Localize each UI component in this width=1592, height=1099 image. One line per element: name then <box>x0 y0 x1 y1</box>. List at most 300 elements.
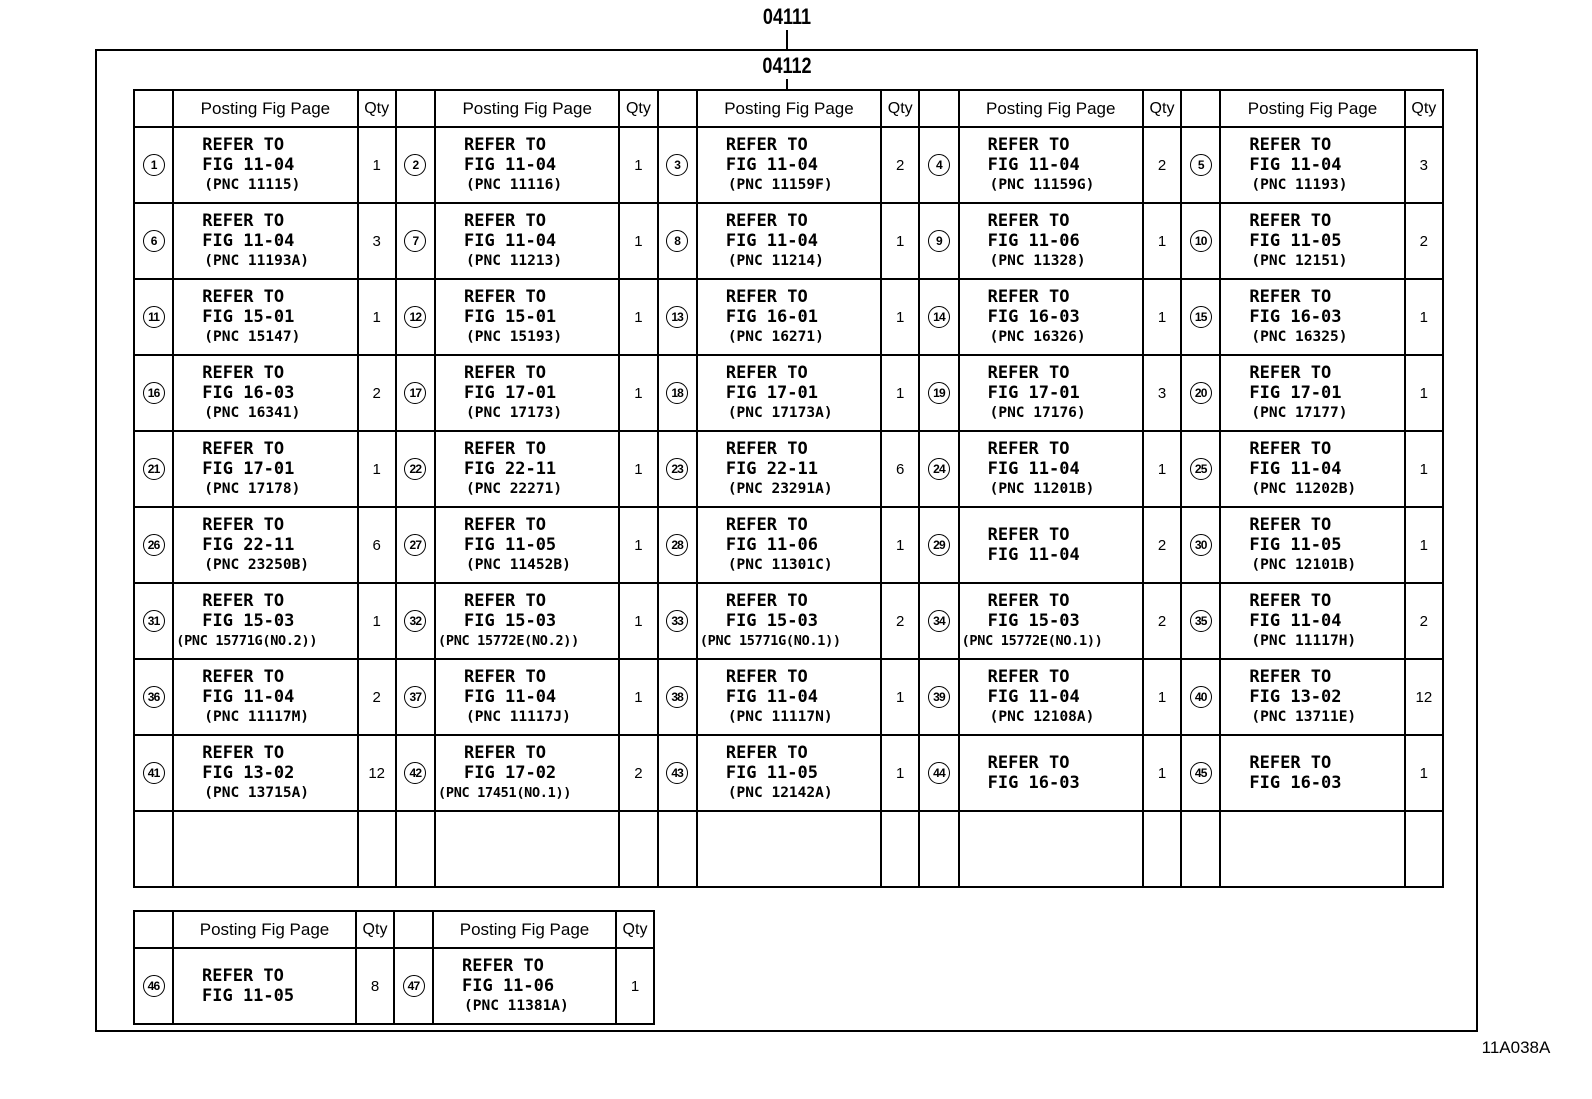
refer-to-text: REFER TO <box>202 439 285 459</box>
header-row <box>134 911 654 948</box>
item-number-badge: 46 <box>143 975 165 997</box>
qty-cell: 1 <box>1405 507 1443 583</box>
item-number-badge: 7 <box>404 230 426 252</box>
pnc-reference: (PNC 11117M) <box>204 709 310 725</box>
table-row <box>134 127 1443 203</box>
empty-row <box>134 811 1443 887</box>
item-number-badge: 8 <box>666 230 688 252</box>
fig-reference: FIG 15-03 <box>202 611 295 631</box>
posting-fig-cell <box>1220 355 1404 431</box>
qty-cell: 3 <box>358 203 396 279</box>
ref-label-04111: 04111 <box>762 4 812 29</box>
qty-cell: 1 <box>619 279 657 355</box>
posting-fig-cell <box>697 355 881 431</box>
refer-to-text: REFER TO <box>987 667 1070 687</box>
refer-to-text: REFER TO <box>987 439 1070 459</box>
pnc-reference: (PNC 16325) <box>1251 329 1348 345</box>
qty-cell: 1 <box>1143 279 1181 355</box>
qty-cell: 1 <box>619 127 657 203</box>
item-number-badge: 34 <box>928 610 950 632</box>
posting-fig-cell <box>959 507 1143 583</box>
item-number-badge: 29 <box>928 534 950 556</box>
posting-fig-cell <box>959 279 1143 355</box>
qty-cell: 1 <box>1405 355 1443 431</box>
qty-cell: 1 <box>881 279 919 355</box>
pnc-reference: (PNC 17173) <box>466 405 563 421</box>
pnc-reference: (PNC 13715A) <box>204 785 310 801</box>
item-number-badge: 28 <box>666 534 688 556</box>
item-number-cell <box>1181 507 1220 583</box>
qty-cell: 2 <box>1143 507 1181 583</box>
posting-fig-cell <box>1220 431 1404 507</box>
empty-cell <box>358 811 396 887</box>
header-blank <box>394 911 433 948</box>
refer-to-text: REFER TO <box>725 135 808 155</box>
fig-reference: FIG 11-04 <box>987 687 1080 707</box>
refer-to-text: REFER TO <box>987 287 1070 307</box>
fig-reference: FIG 15-03 <box>464 611 557 631</box>
qty-cell: 1 <box>358 431 396 507</box>
refer-to-text: REFER TO <box>462 956 544 976</box>
posting-fig-cell <box>959 431 1143 507</box>
pnc-reference: (PNC 12151) <box>1251 253 1348 269</box>
posting-fig-cell <box>1220 203 1404 279</box>
item-number-cell <box>1181 659 1220 735</box>
header-posting-fig-page: Posting Fig Page <box>697 90 881 127</box>
item-number-badge: 41 <box>143 762 165 784</box>
pnc-reference: (PNC 11328) <box>989 253 1086 269</box>
table-row <box>134 279 1443 355</box>
posting-fig-cell <box>435 583 619 659</box>
refer-to-text: REFER TO <box>464 135 546 155</box>
qty-cell: 1 <box>619 583 657 659</box>
pnc-reference: (PNC 11159F) <box>727 177 833 193</box>
refer-to-text: REFER TO <box>987 135 1070 155</box>
fig-reference: FIG 11-04 <box>202 155 295 175</box>
posting-fig-cell <box>173 355 357 431</box>
header-qty: Qty <box>356 911 394 948</box>
item-number-badge: 44 <box>928 762 950 784</box>
pnc-reference: (PNC 15193) <box>466 329 563 345</box>
qty-cell: 1 <box>616 948 654 1024</box>
qty-cell: 2 <box>358 659 396 735</box>
item-number-badge: 9 <box>928 230 950 252</box>
refer-to-text: REFER TO <box>464 287 546 307</box>
qty-cell: 6 <box>881 431 919 507</box>
item-number-cell <box>1181 203 1220 279</box>
fig-reference: FIG 15-01 <box>202 307 295 327</box>
fig-reference: FIG 13-02 <box>202 763 295 783</box>
pnc-reference: (PNC 12101B) <box>1251 557 1357 573</box>
item-number-cell <box>134 659 173 735</box>
refer-to-text: REFER TO <box>202 287 285 307</box>
pnc-reference: (PNC 11214) <box>727 253 824 269</box>
posting-fig-cell <box>959 583 1143 659</box>
qty-cell: 1 <box>1405 735 1443 811</box>
main-parts-table <box>133 89 1444 888</box>
qty-cell: 1 <box>619 507 657 583</box>
item-number-badge: 32 <box>404 610 426 632</box>
table-row <box>134 948 654 1024</box>
pnc-reference: (PNC 15147) <box>204 329 301 345</box>
posting-fig-cell <box>1220 127 1404 203</box>
item-number-badge: 45 <box>1190 762 1212 784</box>
pnc-reference: (PNC 22271) <box>466 481 563 497</box>
item-number-cell <box>919 127 958 203</box>
fig-reference: FIG 16-03 <box>1249 307 1342 327</box>
item-number-badge: 26 <box>143 534 165 556</box>
item-number-cell <box>396 431 435 507</box>
refer-to-text: REFER TO <box>464 667 546 687</box>
item-number-cell <box>394 948 433 1024</box>
item-number-cell <box>658 659 697 735</box>
pnc-reference: (PNC 15771G(NO.2)) <box>176 633 318 649</box>
fig-reference: FIG 16-03 <box>202 383 295 403</box>
item-number-badge: 4 <box>928 154 950 176</box>
qty-cell: 1 <box>881 659 919 735</box>
posting-fig-cell <box>435 507 619 583</box>
empty-cell <box>134 811 173 887</box>
fig-reference: FIG 22-11 <box>202 535 295 555</box>
header-blank <box>396 90 435 127</box>
fig-reference: FIG 11-04 <box>725 231 818 251</box>
refer-to-text: REFER TO <box>987 591 1070 611</box>
item-number-badge: 25 <box>1190 458 1212 480</box>
fig-reference: FIG 17-01 <box>202 459 295 479</box>
item-number-cell <box>134 127 173 203</box>
qty-cell: 3 <box>1405 127 1443 203</box>
item-number-cell <box>919 355 958 431</box>
item-number-cell <box>658 431 697 507</box>
item-number-badge: 11 <box>143 306 165 328</box>
item-number-badge: 23 <box>666 458 688 480</box>
empty-cell <box>173 811 357 887</box>
fig-reference: FIG 11-05 <box>725 763 818 783</box>
posting-fig-cell <box>435 355 619 431</box>
item-number-cell <box>134 355 173 431</box>
fig-reference: FIG 11-04 <box>464 231 557 251</box>
pnc-reference: (PNC 17173A) <box>727 405 833 421</box>
empty-cell <box>959 811 1143 887</box>
qty-cell: 2 <box>1405 583 1443 659</box>
pnc-reference: (PNC 15772E(NO.2)) <box>438 633 579 649</box>
item-number-badge: 12 <box>404 306 426 328</box>
header-blank <box>919 90 958 127</box>
item-number-badge: 40 <box>1190 686 1212 708</box>
empty-cell <box>1181 811 1220 887</box>
fig-reference: FIG 15-03 <box>725 611 818 631</box>
posting-fig-cell <box>697 583 881 659</box>
qty-cell: 1 <box>881 355 919 431</box>
pnc-reference: (PNC 15771G(NO.1)) <box>699 633 841 649</box>
item-number-cell <box>134 279 173 355</box>
fig-reference: FIG 16-03 <box>1249 773 1342 793</box>
empty-cell <box>881 811 919 887</box>
item-number-badge: 13 <box>666 306 688 328</box>
fig-reference: FIG 16-03 <box>987 773 1080 793</box>
qty-cell: 1 <box>358 127 396 203</box>
item-number-cell <box>919 507 958 583</box>
posting-fig-cell <box>173 948 356 1024</box>
table-row <box>134 507 1443 583</box>
qty-cell: 1 <box>881 735 919 811</box>
qty-cell: 2 <box>1143 127 1181 203</box>
refer-to-text: REFER TO <box>725 287 808 307</box>
pnc-reference: (PNC 11115) <box>204 177 301 193</box>
refer-to-text: REFER TO <box>1249 515 1332 535</box>
item-number-cell <box>1181 355 1220 431</box>
item-number-cell <box>919 431 958 507</box>
refer-to-text: REFER TO <box>464 439 546 459</box>
refer-to-text: REFER TO <box>1249 287 1332 307</box>
pnc-reference: (PNC 15772E(NO.1)) <box>961 633 1103 649</box>
posting-fig-cell <box>173 279 357 355</box>
fig-reference: FIG 15-01 <box>464 307 557 327</box>
fig-reference: FIG 11-04 <box>987 155 1080 175</box>
pnc-reference: (PNC 12142A) <box>727 785 833 801</box>
posting-fig-cell <box>435 279 619 355</box>
fig-reference: FIG 17-01 <box>464 383 557 403</box>
item-number-cell <box>1181 583 1220 659</box>
posting-fig-cell <box>173 507 357 583</box>
item-number-badge: 16 <box>143 382 165 404</box>
refer-to-text: REFER TO <box>464 211 546 231</box>
qty-cell: 1 <box>619 431 657 507</box>
pnc-reference: (PNC 23291A) <box>727 481 833 497</box>
fig-reference: FIG 17-01 <box>725 383 818 403</box>
empty-cell <box>697 811 881 887</box>
empty-cell <box>396 811 435 887</box>
qty-cell: 12 <box>358 735 396 811</box>
refer-to-text: REFER TO <box>202 363 285 383</box>
item-number-badge: 42 <box>404 762 426 784</box>
item-number-cell <box>134 431 173 507</box>
item-number-badge: 43 <box>666 762 688 784</box>
refer-to-text: REFER TO <box>725 439 808 459</box>
header-posting-fig-page: Posting Fig Page <box>435 90 619 127</box>
item-number-badge: 33 <box>666 610 688 632</box>
pnc-reference: (PNC 17451(NO.1)) <box>438 785 572 801</box>
pnc-reference: (PNC 16271) <box>727 329 824 345</box>
posting-fig-cell <box>435 203 619 279</box>
empty-cell <box>1143 811 1181 887</box>
qty-cell: 1 <box>619 203 657 279</box>
refer-to-text: REFER TO <box>202 667 285 687</box>
pnc-reference: (PNC 11452B) <box>466 557 571 573</box>
posting-fig-cell <box>433 948 616 1024</box>
fig-reference: FIG 17-01 <box>987 383 1080 403</box>
pnc-reference: (PNC 11201B) <box>989 481 1095 497</box>
posting-fig-cell <box>959 735 1143 811</box>
item-number-badge: 37 <box>404 686 426 708</box>
item-number-badge: 38 <box>666 686 688 708</box>
posting-fig-cell <box>173 659 357 735</box>
posting-fig-cell <box>697 127 881 203</box>
posting-fig-cell <box>697 203 881 279</box>
pnc-reference: (PNC 16341) <box>204 405 301 421</box>
item-number-cell <box>396 735 435 811</box>
pnc-reference: (PNC 11159G) <box>989 177 1095 193</box>
qty-cell: 1 <box>881 507 919 583</box>
posting-fig-cell <box>173 583 357 659</box>
item-number-badge: 19 <box>928 382 950 404</box>
header-qty: Qty <box>881 90 919 127</box>
item-number-badge: 31 <box>143 610 165 632</box>
qty-cell: 2 <box>1143 583 1181 659</box>
table-row <box>134 431 1443 507</box>
pnc-reference: (PNC 13711E) <box>1251 709 1357 725</box>
fig-reference: FIG 11-04 <box>725 155 818 175</box>
qty-cell: 12 <box>1405 659 1443 735</box>
empty-cell <box>919 811 958 887</box>
item-number-cell <box>1181 431 1220 507</box>
fig-reference: FIG 11-04 <box>464 155 557 175</box>
posting-fig-cell <box>1220 507 1404 583</box>
refer-to-text: REFER TO <box>202 135 285 155</box>
refer-to-text: REFER TO <box>202 211 285 231</box>
refer-to-text: REFER TO <box>464 743 546 763</box>
item-number-badge: 22 <box>404 458 426 480</box>
ref-label-04112: 04112 <box>762 53 812 78</box>
posting-fig-cell <box>173 735 357 811</box>
header-blank <box>1181 90 1220 127</box>
table-row <box>134 203 1443 279</box>
refer-to-text: REFER TO <box>202 591 285 611</box>
refer-to-text: REFER TO <box>725 211 808 231</box>
item-number-cell <box>919 659 958 735</box>
refer-to-text: REFER TO <box>1249 135 1332 155</box>
fig-reference: FIG 22-11 <box>464 459 557 479</box>
pnc-reference: (PNC 11301C) <box>727 557 833 573</box>
posting-fig-cell <box>959 203 1143 279</box>
item-number-cell <box>396 507 435 583</box>
posting-fig-cell <box>435 431 619 507</box>
qty-cell: 1 <box>1405 279 1443 355</box>
fig-reference: FIG 22-11 <box>725 459 818 479</box>
posting-fig-cell <box>1220 279 1404 355</box>
fig-reference: FIG 17-02 <box>464 763 557 783</box>
posting-fig-cell <box>697 279 881 355</box>
item-number-cell <box>134 735 173 811</box>
item-number-cell <box>1181 127 1220 203</box>
qty-cell: 1 <box>1143 659 1181 735</box>
pnc-reference: (PNC 11381A) <box>464 998 569 1014</box>
item-number-cell <box>396 127 435 203</box>
refer-to-text: REFER TO <box>202 966 284 986</box>
item-number-cell <box>658 127 697 203</box>
header-posting-fig-page: Posting Fig Page <box>433 911 616 948</box>
item-number-badge: 18 <box>666 382 688 404</box>
posting-fig-cell <box>173 127 357 203</box>
header-qty: Qty <box>358 90 396 127</box>
refer-to-text: REFER TO <box>464 515 546 535</box>
item-number-cell <box>1181 735 1220 811</box>
pnc-reference: (PNC 17178) <box>204 481 301 497</box>
fig-reference: FIG 16-03 <box>987 307 1080 327</box>
fig-reference: FIG 11-04 <box>202 231 295 251</box>
empty-cell <box>1405 811 1443 887</box>
fig-reference: FIG 15-03 <box>987 611 1080 631</box>
refer-to-text: REFER TO <box>1249 753 1332 773</box>
refer-to-text: REFER TO <box>1249 363 1332 383</box>
fig-reference: FIG 11-06 <box>462 976 555 996</box>
fig-reference: FIG 11-04 <box>202 687 295 707</box>
pnc-reference: (PNC 11117N) <box>727 709 833 725</box>
fig-reference: FIG 16-01 <box>725 307 818 327</box>
refer-to-text: REFER TO <box>1249 591 1332 611</box>
fig-reference: FIG 11-04 <box>464 687 557 707</box>
item-number-badge: 30 <box>1190 534 1212 556</box>
posting-fig-cell <box>697 735 881 811</box>
item-number-badge: 35 <box>1190 610 1212 632</box>
qty-cell: 1 <box>619 355 657 431</box>
header-qty: Qty <box>1405 90 1443 127</box>
item-number-badge: 10 <box>1190 230 1212 252</box>
item-number-cell <box>396 659 435 735</box>
fig-reference: FIG 11-05 <box>464 535 557 555</box>
qty-cell: 2 <box>358 355 396 431</box>
header-blank <box>134 90 173 127</box>
fig-reference: FIG 11-05 <box>202 986 295 1006</box>
item-number-cell <box>1181 279 1220 355</box>
item-number-badge: 24 <box>928 458 950 480</box>
lower-parts-table <box>133 910 655 1025</box>
qty-cell: 1 <box>1143 735 1181 811</box>
refer-to-text: REFER TO <box>1249 211 1332 231</box>
fig-reference: FIG 13-02 <box>1249 687 1342 707</box>
posting-fig-cell <box>959 659 1143 735</box>
qty-cell: 1 <box>881 203 919 279</box>
fig-reference: FIG 17-01 <box>1249 383 1342 403</box>
posting-fig-cell <box>435 735 619 811</box>
posting-fig-cell <box>173 431 357 507</box>
header-posting-fig-page: Posting Fig Page <box>1220 90 1404 127</box>
qty-cell: 2 <box>1405 203 1443 279</box>
table-row <box>134 659 1443 735</box>
pnc-reference: (PNC 11202B) <box>1251 481 1357 497</box>
posting-fig-cell <box>697 431 881 507</box>
header-posting-fig-page: Posting Fig Page <box>173 911 356 948</box>
posting-fig-cell <box>173 203 357 279</box>
refer-to-text: REFER TO <box>202 515 285 535</box>
item-number-cell <box>658 507 697 583</box>
pnc-reference: (PNC 23250B) <box>204 557 310 573</box>
pnc-reference: (PNC 11117J) <box>466 709 571 725</box>
header-posting-fig-page: Posting Fig Page <box>959 90 1143 127</box>
empty-cell <box>658 811 697 887</box>
pnc-reference: (PNC 12108A) <box>989 709 1095 725</box>
item-number-badge: 6 <box>143 230 165 252</box>
fig-reference: FIG 11-06 <box>987 231 1080 251</box>
item-number-cell <box>919 583 958 659</box>
item-number-cell <box>134 583 173 659</box>
table-row <box>134 355 1443 431</box>
qty-cell: 1 <box>358 583 396 659</box>
posting-fig-cell <box>959 127 1143 203</box>
qty-cell: 1 <box>1143 431 1181 507</box>
refer-to-text: REFER TO <box>987 363 1070 383</box>
pnc-reference: (PNC 11193A) <box>204 253 310 269</box>
item-number-badge: 5 <box>1190 154 1212 176</box>
qty-cell: 6 <box>358 507 396 583</box>
posting-fig-cell <box>435 127 619 203</box>
fig-reference: FIG 11-04 <box>987 459 1080 479</box>
fig-reference: FIG 11-04 <box>725 687 818 707</box>
item-number-cell <box>919 279 958 355</box>
leader-line-04111 <box>786 30 788 49</box>
item-number-cell <box>396 355 435 431</box>
item-number-badge: 3 <box>666 154 688 176</box>
